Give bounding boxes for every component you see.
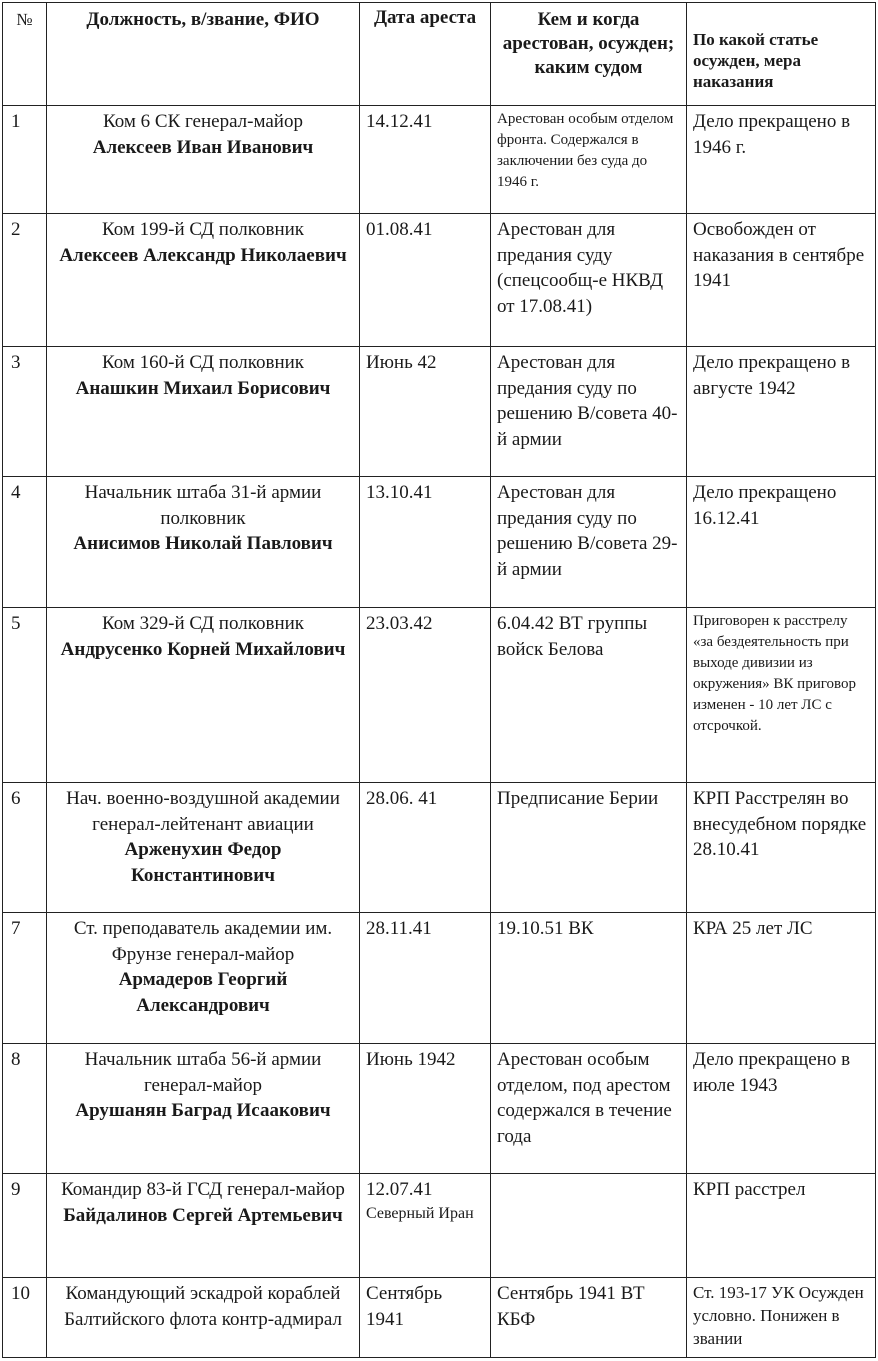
- row-article: Освобожден от наказания в сентябре 1941: [687, 214, 876, 347]
- header-num: №: [3, 3, 47, 106]
- row-date: 14.12.41: [360, 106, 491, 214]
- row-article: КРП расстрел: [687, 1174, 876, 1278]
- row-date: 12.07.41 Северный Иран: [360, 1174, 491, 1278]
- header-court: Кем и когда арестован, осужден; каким судом: [491, 3, 687, 106]
- person-name: Армадеров Георгий Александрович: [118, 969, 288, 1016]
- row-num: 4: [3, 477, 47, 608]
- row-position: Ком 6 СК генерал-майор Алексеев Иван Иванович: [47, 106, 360, 214]
- row-num: 8: [3, 1044, 47, 1174]
- row-article: Дело прекращено в 1946 г.: [687, 106, 876, 214]
- row-num: 7: [3, 913, 47, 1044]
- row-date: 23.03.42: [360, 608, 491, 783]
- row-num: 3: [3, 347, 47, 477]
- row-date: Июнь 42: [360, 347, 491, 477]
- person-name: Андрусенко Корней Михайлович: [60, 638, 346, 660]
- row-position: Командующий эскадрой кораблей Балтийского флота контр-адмирал: [47, 1278, 360, 1358]
- row-court: Арестован особым отделом, под арестом содержался в течение года: [491, 1044, 687, 1174]
- table-row: [3, 1044, 876, 1174]
- row-court: Арестован особым отделом фронта. Содержался в заключении без суда до 1946 г.: [491, 106, 687, 214]
- row-article: КРА 25 лет ЛС: [687, 913, 876, 1044]
- header-position: Должность, в/звание, ФИО: [47, 3, 360, 106]
- header-article: По какой статье осужден, мера наказания: [687, 3, 876, 106]
- row-position: Командир 83-й ГСД генерал-майор Байдалинов Сергей Артемьевич: [47, 1174, 360, 1278]
- row-court: Предписание Берии: [491, 783, 687, 913]
- header-date: Дата ареста: [360, 3, 491, 106]
- row-position: Начальник штаба 31-й армии полковник Анисимов Николай Павлович: [47, 477, 360, 608]
- row-article: Дело прекращено 16.12.41: [687, 477, 876, 608]
- table-row: [3, 347, 876, 477]
- row-num: 1: [3, 106, 47, 214]
- person-name: Алексеев Александр Николаевич: [59, 244, 347, 266]
- row-court: [491, 1174, 687, 1278]
- row-position: Ком 199-й СД полковник Алексеев Александр Николаевич: [47, 214, 360, 347]
- row-article: КРП Расстрелян во внесудебном порядке 28.10.41: [687, 783, 876, 913]
- table-row: [3, 106, 876, 214]
- row-article: Приговорен к расстрелу «за бездеятельность при выходе дивизии из окружения» ВК приговор изменен - 10 лет ЛС с отсрочкой.: [687, 608, 876, 783]
- row-date: 01.08.41: [360, 214, 491, 347]
- row-date: Сентябрь 1941: [360, 1278, 491, 1358]
- table-row: [3, 477, 876, 608]
- row-position: Начальник штаба 56-й армии генерал-майор Арушанян Баград Исаакович: [47, 1044, 360, 1174]
- row-date: 28.11.41: [360, 913, 491, 1044]
- table-row: [3, 913, 876, 1044]
- row-article: Дело прекращено в июле 1943: [687, 1044, 876, 1174]
- row-position: Ст. преподаватель академии им. Фрунзе генерал-майор Армадеров Георгий Александрович: [47, 913, 360, 1044]
- row-position: Ком 160-й СД полковник Анашкин Михаил Борисович: [47, 347, 360, 477]
- table-row: [3, 608, 876, 783]
- row-position: Нач. военно-воздушной академии генерал-лейтенант авиации Арженухин Федор Константинович: [47, 783, 360, 913]
- row-num: 10: [3, 1278, 47, 1358]
- row-num: 9: [3, 1174, 47, 1278]
- row-date: 13.10.41: [360, 477, 491, 608]
- row-num: 5: [3, 608, 47, 783]
- person-name: Анисимов Николай Павлович: [73, 533, 333, 554]
- row-court: Арестован для предания суду по решению В/совета 29-й армии: [491, 477, 687, 608]
- person-name: Арушанян Баград Исаакович: [75, 1100, 331, 1121]
- person-name: Алексеев Иван Иванович: [92, 136, 314, 158]
- row-court: 6.04.42 ВТ группы войск Белова: [491, 608, 687, 783]
- date-note: Северный Иран: [366, 1204, 474, 1222]
- repression-table: [2, 2, 876, 1358]
- table-row: [3, 1278, 876, 1358]
- header-row: [3, 3, 876, 106]
- row-court: Сентябрь 1941 ВТ КБФ: [491, 1278, 687, 1358]
- person-name: Байдалинов Сергей Артемьевич: [63, 1204, 343, 1226]
- person-name: Арженухин Федор Константинович: [124, 839, 282, 886]
- person-name: Анашкин Михаил Борисович: [75, 377, 331, 399]
- row-court: Арестован для предания суду по решению В/совета 40-й армии: [491, 347, 687, 477]
- table-row: [3, 783, 876, 913]
- row-position: Ком 329-й СД полковник Андрусенко Корней Михайлович: [47, 608, 360, 783]
- row-article: Ст. 193-17 УК Осужден условно. Понижен в звании: [687, 1278, 876, 1358]
- row-court: Арестован для предания суду (спецсообщ-е НКВД от 17.08.41): [491, 214, 687, 347]
- row-date: Июнь 1942: [360, 1044, 491, 1174]
- table-row: [3, 1174, 876, 1278]
- row-article: Дело прекращено в августе 1942: [687, 347, 876, 477]
- table-row: [3, 214, 876, 347]
- row-date: 28.06. 41: [360, 783, 491, 913]
- row-court: 19.10.51 ВК: [491, 913, 687, 1044]
- row-num: 6: [3, 783, 47, 913]
- row-num: 2: [3, 214, 47, 347]
